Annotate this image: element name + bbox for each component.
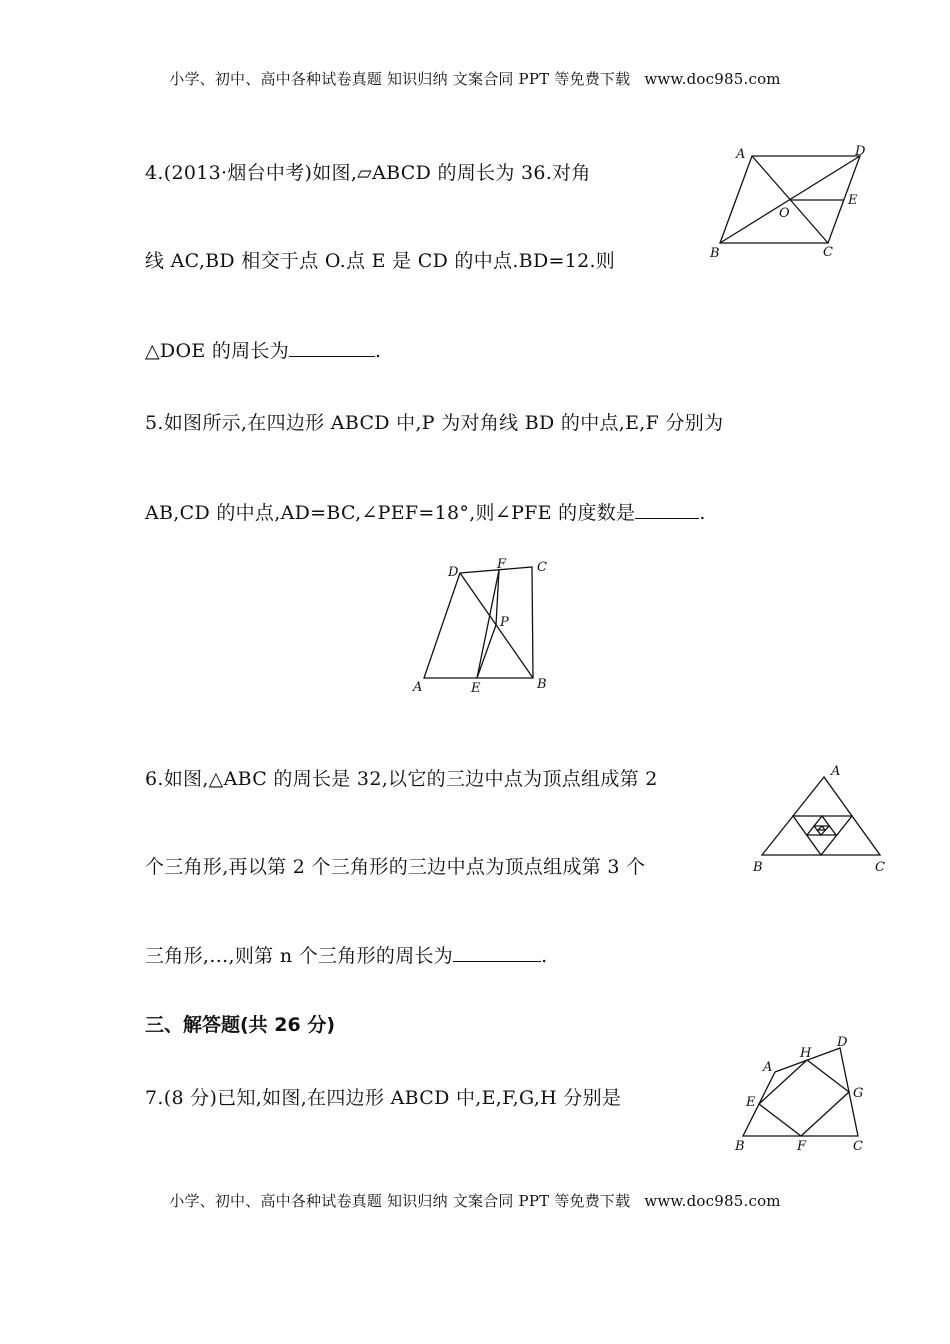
q7-label-h: H — [800, 1046, 812, 1061]
footer-site: www.doc985.com — [644, 1192, 781, 1210]
q4-line3 — [145, 336, 381, 363]
q7-line1: 7.(8 分)已知,如图,在四边形 ABCD 中,E,F,G,H 分别是 — [145, 1087, 622, 1109]
q7-label-c: C — [853, 1139, 863, 1154]
header-site: www.doc985.com — [644, 70, 781, 88]
q7-quadrilateral — [743, 1048, 858, 1136]
q5-label-d: D — [448, 565, 459, 580]
q5-line1: 5.如图所示,在四边形 ABCD 中,P 为对角线 BD 的中点,E,F 分别为 — [145, 412, 724, 434]
footer-text: 小学、初中、高中各种试卷真题 知识归纳 文案合同 PPT 等免费下载 — [169, 1192, 631, 1210]
q7-label-f: F — [797, 1139, 807, 1154]
q4-label-o: O — [779, 206, 790, 221]
q5-label-b: B — [537, 677, 547, 692]
q4-label-a: A — [736, 147, 746, 162]
q6-line3-text: 三角形,…,则第 n 个三角形的周长为 — [145, 945, 454, 967]
q4-end: . — [375, 340, 382, 362]
q4-answer-blank — [289, 342, 375, 357]
page-footer — [0, 1190, 950, 1211]
page-header — [0, 68, 950, 89]
q6-line1: 6.如图,△ABC 的周长是 32,以它的三边中点为顶点组成第 2 — [145, 768, 658, 790]
q4-label-e: E — [848, 193, 858, 208]
header-text: 小学、初中、高中各种试卷真题 知识归纳 文案合同 PPT 等免费下载 — [169, 70, 631, 88]
q6-label-a: A — [831, 764, 841, 779]
q7-midpoint-quadrilateral — [759, 1060, 849, 1136]
q7-label-b: B — [735, 1139, 745, 1154]
section3-title: 三、解答题(共 26 分) — [145, 1014, 336, 1036]
q5-line2 — [145, 498, 706, 525]
q6-label-c: C — [875, 860, 885, 875]
q4-line1: 4.(2013·烟台中考)如图,▱ABCD 的周长为 36.对角 — [145, 162, 591, 184]
q7-label-g: G — [853, 1086, 864, 1101]
q7-label-d: D — [837, 1035, 848, 1050]
q4-label-d: D — [855, 144, 866, 159]
q7-label-a: A — [763, 1060, 773, 1075]
q5-label-a: A — [413, 680, 423, 695]
q5-label-f: F — [497, 557, 507, 572]
q5-label-p: P — [500, 615, 509, 630]
q7-label-e: E — [746, 1095, 756, 1110]
q6-label-b: B — [753, 860, 763, 875]
q6-line3 — [145, 941, 547, 968]
q5-label-c: C — [537, 560, 547, 575]
q5-end: . — [699, 502, 706, 524]
q6-answer-blank — [453, 947, 541, 962]
q4-figure — [700, 140, 880, 270]
q4-label-b: B — [710, 246, 720, 261]
q5-figure — [405, 555, 565, 700]
q5-label-e: E — [471, 681, 481, 696]
q5-answer-blank — [635, 504, 699, 519]
q6-line2: 个三角形,再以第 2 个三角形的三边中点为顶点组成第 3 个 — [145, 856, 646, 878]
q5-quadrilateral — [424, 567, 533, 678]
q4-line3-text: △DOE 的周长为 — [145, 340, 290, 362]
q6-figure — [750, 755, 895, 880]
q6-end: . — [541, 945, 548, 967]
q4-label-c: C — [823, 245, 833, 260]
q7-figure — [725, 1030, 885, 1155]
q5-line2-text: AB,CD 的中点,AD=BC,∠PEF=18°,则∠PFE 的度数是 — [145, 502, 636, 524]
q4-line2: 线 AC,BD 相交于点 O.点 E 是 CD 的中点.BD=12.则 — [145, 250, 616, 272]
